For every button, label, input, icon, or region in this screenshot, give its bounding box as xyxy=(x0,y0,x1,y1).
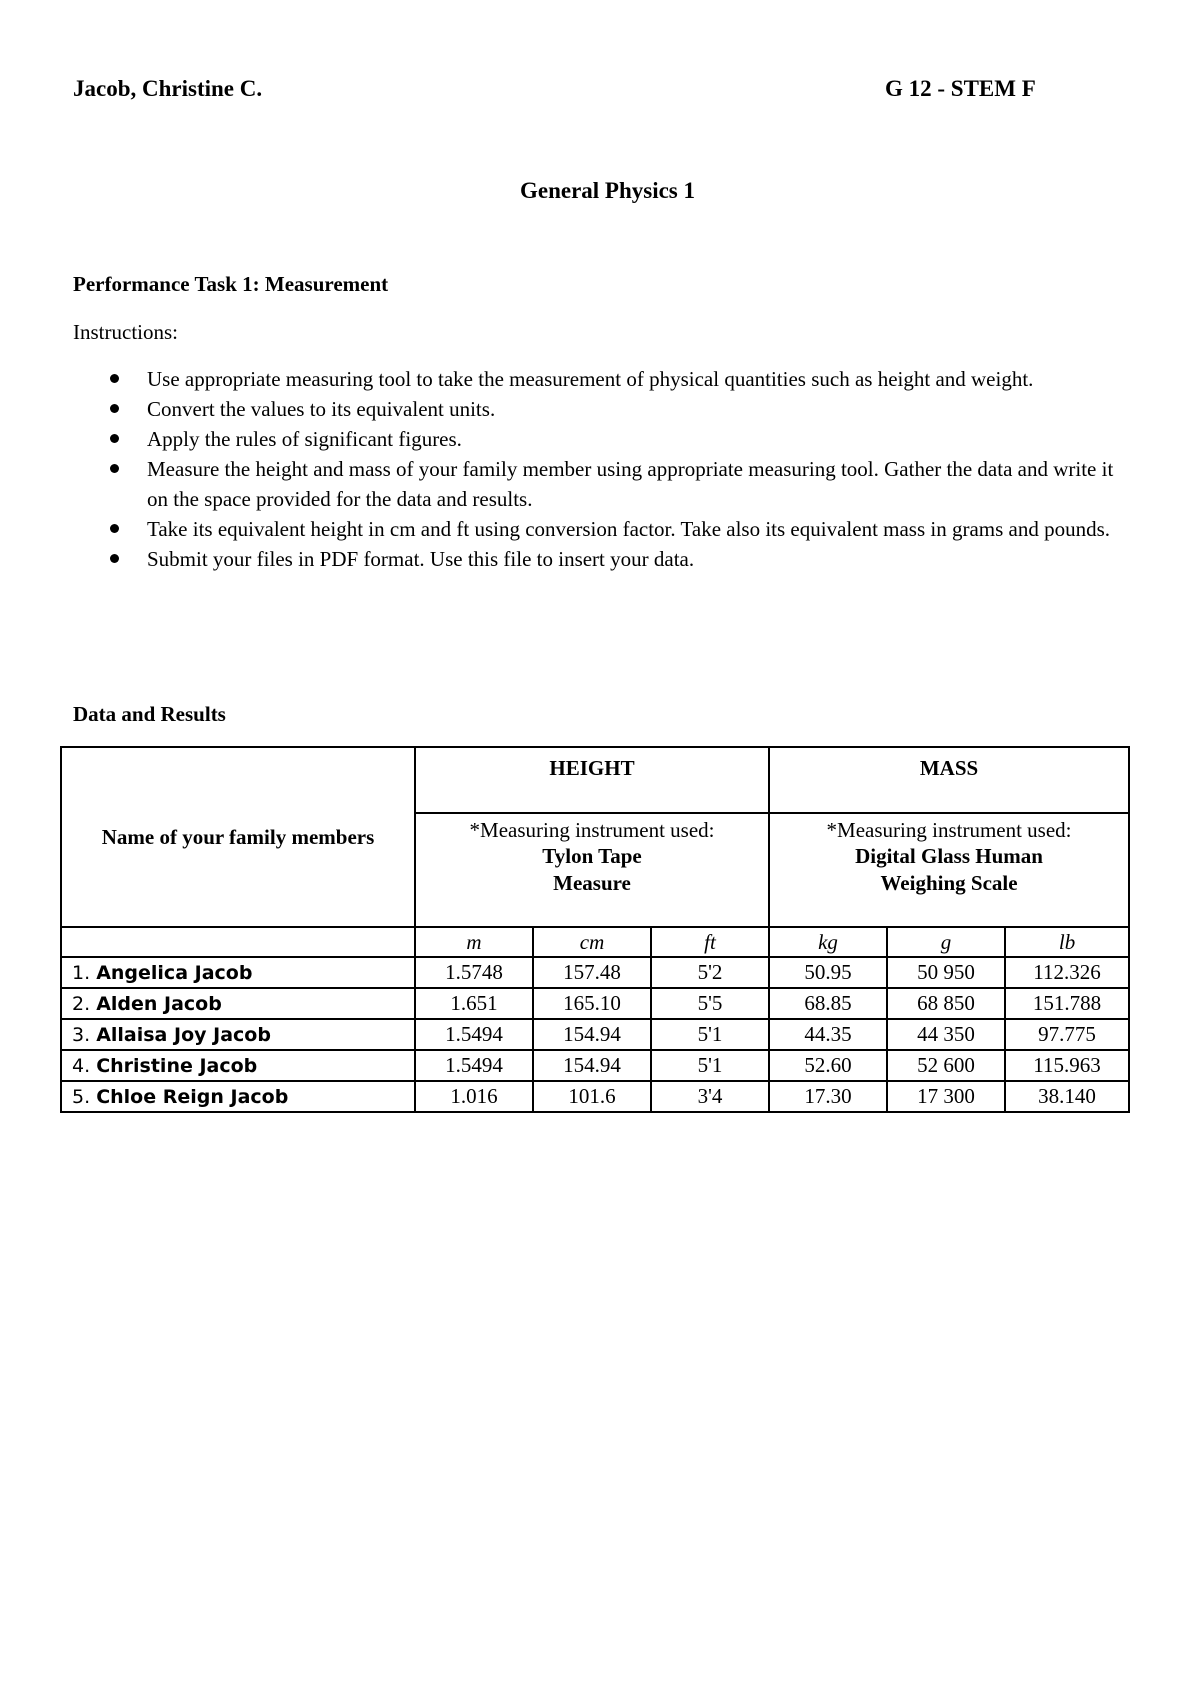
height-ft: 3'4 xyxy=(651,1081,769,1112)
section-label: G 12 - STEM F xyxy=(885,76,1036,101)
results-table xyxy=(60,746,1130,1113)
mass-kg: 17.30 xyxy=(769,1081,887,1112)
height-m: 1.5494 xyxy=(415,1050,533,1081)
units-row xyxy=(61,927,1129,957)
student-name: Jacob, Christine C. xyxy=(73,76,263,101)
height-cm: 157.48 xyxy=(533,957,651,988)
instructions-list xyxy=(73,364,1118,574)
table-row xyxy=(61,1050,1129,1081)
height-m: 1.5748 xyxy=(415,957,533,988)
mass-instrument-cell xyxy=(769,813,1129,927)
mass-kg: 50.95 xyxy=(769,957,887,988)
mass-instrument-label: *Measuring instrument used: xyxy=(826,818,1072,842)
mass-kg: 68.85 xyxy=(769,988,887,1019)
table-row xyxy=(61,957,1129,988)
height-instrument-cell xyxy=(415,813,769,927)
height-header: HEIGHT xyxy=(415,747,769,813)
height-instrument-line2: Measure xyxy=(553,871,631,895)
height-m: 1.016 xyxy=(415,1081,533,1112)
member-name: 1. Angelica Jacob xyxy=(61,957,415,988)
height-cm: 154.94 xyxy=(533,1050,651,1081)
height-cm: 165.10 xyxy=(533,988,651,1019)
instruction-item: Submit your files in PDF format. Use this file to insert your data. xyxy=(73,544,1118,574)
name-column-header: Name of your family members xyxy=(61,747,415,927)
table-row xyxy=(61,1081,1129,1112)
mass-g: 17 300 xyxy=(887,1081,1005,1112)
height-m: 1.5494 xyxy=(415,1019,533,1050)
mass-lb: 151.788 xyxy=(1005,988,1129,1019)
height-ft: 5'2 xyxy=(651,957,769,988)
instruction-item: Take its equivalent height in cm and ft using conversion factor. Take also its equivalent mass in grams and pounds. xyxy=(73,514,1118,544)
height-cm: 101.6 xyxy=(533,1081,651,1112)
mass-lb: 115.963 xyxy=(1005,1050,1129,1081)
mass-lb: 38.140 xyxy=(1005,1081,1129,1112)
mass-header: MASS xyxy=(769,747,1129,813)
height-ft: 5'5 xyxy=(651,988,769,1019)
unit-lb: lb xyxy=(1005,927,1129,957)
instruction-item: Use appropriate measuring tool to take the measurement of physical quantities such as height and weight. xyxy=(73,364,1118,394)
unit-ft: ft xyxy=(651,927,769,957)
mass-lb: 97.775 xyxy=(1005,1019,1129,1050)
height-m: 1.651 xyxy=(415,988,533,1019)
task-title: Performance Task 1: Measurement xyxy=(73,272,389,296)
mass-lb: 112.326 xyxy=(1005,957,1129,988)
unit-g: g xyxy=(887,927,1005,957)
instruction-item: Apply the rules of significant figures. xyxy=(73,424,1118,454)
bullet-icon xyxy=(110,464,119,473)
height-instrument-line1: Tylon Tape xyxy=(542,844,642,868)
bullet-icon xyxy=(110,404,119,413)
member-name: 3. Allaisa Joy Jacob xyxy=(61,1019,415,1050)
unit-m: m xyxy=(415,927,533,957)
unit-cm: cm xyxy=(533,927,651,957)
table-row xyxy=(61,988,1129,1019)
member-name: 5. Chloe Reign Jacob xyxy=(61,1081,415,1112)
instruction-item: Convert the values to its equivalent units. xyxy=(73,394,1118,424)
height-ft: 5'1 xyxy=(651,1050,769,1081)
mass-kg: 44.35 xyxy=(769,1019,887,1050)
member-name: 4. Christine Jacob xyxy=(61,1050,415,1081)
table-row xyxy=(61,1019,1129,1050)
height-instrument-label: *Measuring instrument used: xyxy=(469,818,715,842)
data-results-title: Data and Results xyxy=(73,702,226,726)
bullet-icon xyxy=(110,374,119,383)
height-ft: 5'1 xyxy=(651,1019,769,1050)
document-title: General Physics 1 xyxy=(519,178,696,203)
mass-g: 52 600 xyxy=(887,1050,1005,1081)
mass-instrument-line2: Weighing Scale xyxy=(880,871,1018,895)
instruction-item: Measure the height and mass of your family member using appropriate measuring tool. Gather the data and write it on the space provided for the data and results. xyxy=(73,454,1118,514)
mass-g: 44 350 xyxy=(887,1019,1005,1050)
member-name: 2. Alden Jacob xyxy=(61,988,415,1019)
mass-g: 50 950 xyxy=(887,957,1005,988)
bullet-icon xyxy=(110,554,119,563)
bullet-icon xyxy=(110,434,119,443)
bullet-icon xyxy=(110,524,119,533)
mass-kg: 52.60 xyxy=(769,1050,887,1081)
mass-instrument-line1: Digital Glass Human xyxy=(855,844,1043,868)
unit-kg: kg xyxy=(769,927,887,957)
units-blank-cell xyxy=(61,927,415,957)
instructions-label: Instructions: xyxy=(73,320,178,344)
mass-g: 68 850 xyxy=(887,988,1005,1019)
height-cm: 154.94 xyxy=(533,1019,651,1050)
